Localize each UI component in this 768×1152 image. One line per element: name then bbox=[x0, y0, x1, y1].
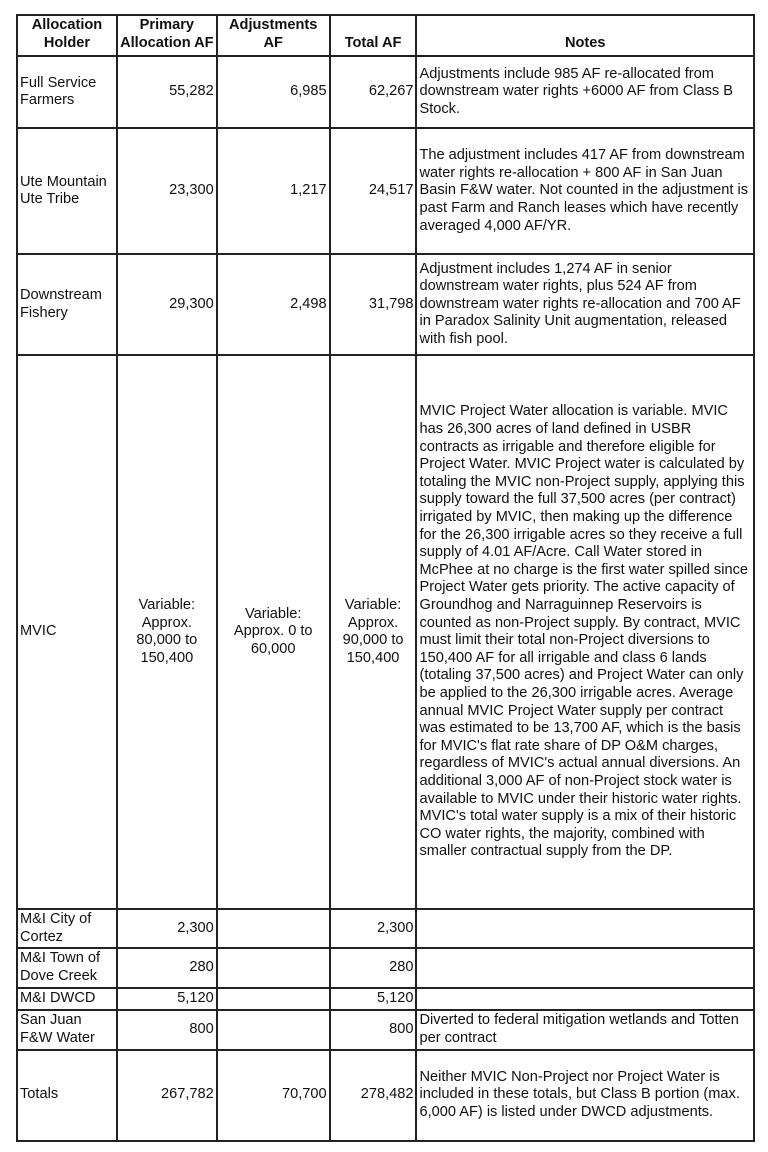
cell-primary: 5,120 bbox=[117, 988, 217, 1010]
cell-holder: Ute Mountain Ute Tribe bbox=[17, 128, 117, 254]
cell-notes: MVIC Project Water allocation is variable. MVIC has 26,300 acres of land defined in USBR contracts as irrigable and therefore eligible for Project Water. MVIC Project water is calculated by totaling the MVIC non-Project supply, applying this supply toward the full 37,500 acres (per contract) irrigated by MVIC, then making up the difference for the 26,300 irrigable acres so they receive a full supply of 4.01 AF/Acre. Call Water stored in McPhee at no charge is the first water spilled since Project Water gets priority. The active capacity of Groundhog and Narraguinnep Reservoirs is counted as non-Project supply. By contract, MVIC must limit their total non-Project diversions to 150,400 AF for all irrigable and class 6 lands (totaling 37,500 acres) and Project Water can only be applied to the 26,300 irrigable acres. Average annual MVIC Project Water supply per contract was estimated to be 13,700 AF, which is the basis for MVIC's flat rate share of DP O&M charges, regardless of MVIC's actual annual diversions. An additional 3,000 AF of non-Project stock water is available to MVIC under their historic water rights. MVIC's total water supply is a mix of their historic CO water rights, the majority, combined with smaller contractual supply from the DP. bbox=[416, 355, 754, 909]
cell-adjustments: 1,217 bbox=[217, 128, 330, 254]
cell-primary: 23,300 bbox=[117, 128, 217, 254]
cell-total: 31,798 bbox=[330, 254, 417, 355]
totals-row bbox=[17, 1050, 754, 1141]
cell-holder: Full Service Farmers bbox=[17, 56, 117, 128]
cell-adjustments bbox=[217, 909, 330, 948]
cell-notes bbox=[416, 988, 754, 1010]
cell-notes: Diverted to federal mitigation wetlands and Totten per contract bbox=[416, 1010, 754, 1050]
cell-holder: Downstream Fishery bbox=[17, 254, 117, 355]
cell-primary: 800 bbox=[117, 1010, 217, 1050]
header-allocation-holder: Allocation Holder bbox=[17, 15, 117, 56]
cell-adjustments bbox=[217, 948, 330, 987]
cell-notes: The adjustment includes 417 AF from downstream water rights re-allocation + 800 AF in San Juan Basin F&W water. Not counted in the adjustment is past Farm and Ranch leases which have recently averaged 4,000 AF/YR. bbox=[416, 128, 754, 254]
cell-total: Variable: Approx. 90,000 to 150,400 bbox=[330, 355, 417, 909]
table-row bbox=[17, 1010, 754, 1050]
table-row bbox=[17, 909, 754, 948]
header-notes: Notes bbox=[416, 15, 754, 56]
cell-holder: MVIC bbox=[17, 355, 117, 909]
cell-primary: 2,300 bbox=[117, 909, 217, 948]
table-row bbox=[17, 948, 754, 987]
cell-total: 24,517 bbox=[330, 128, 417, 254]
table-row bbox=[17, 988, 754, 1010]
table-row bbox=[17, 128, 754, 254]
cell-primary: 280 bbox=[117, 948, 217, 987]
water-allocation-table bbox=[16, 14, 755, 1142]
cell-notes: Neither MVIC Non-Project nor Project Water is included in these totals, but Class B portion (max. 6,000 AF) is listed under DWCD adjustments. bbox=[416, 1050, 754, 1141]
table-row bbox=[17, 355, 754, 909]
cell-adjustments: Variable: Approx. 0 to 60,000 bbox=[217, 355, 330, 909]
cell-adjustments: 70,700 bbox=[217, 1050, 330, 1141]
cell-total: 62,267 bbox=[330, 56, 417, 128]
cell-adjustments bbox=[217, 1010, 330, 1050]
cell-holder: M&I Town of Dove Creek bbox=[17, 948, 117, 987]
cell-primary: 267,782 bbox=[117, 1050, 217, 1141]
cell-holder: M&I City of Cortez bbox=[17, 909, 117, 948]
header-adjustments: Adjustments AF bbox=[217, 15, 330, 56]
table-row bbox=[17, 254, 754, 355]
table-row bbox=[17, 56, 754, 128]
cell-holder: M&I DWCD bbox=[17, 988, 117, 1010]
header-row bbox=[17, 15, 754, 56]
cell-total: 5,120 bbox=[330, 988, 417, 1010]
cell-total: 278,482 bbox=[330, 1050, 417, 1141]
cell-adjustments: 6,985 bbox=[217, 56, 330, 128]
cell-notes: Adjustments include 985 AF re-allocated from downstream water rights +6000 AF from Class B Stock. bbox=[416, 56, 754, 128]
cell-primary: Variable: Approx. 80,000 to 150,400 bbox=[117, 355, 217, 909]
cell-adjustments bbox=[217, 988, 330, 1010]
cell-notes bbox=[416, 909, 754, 948]
cell-notes bbox=[416, 948, 754, 987]
cell-adjustments: 2,498 bbox=[217, 254, 330, 355]
header-total: Total AF bbox=[330, 15, 417, 56]
cell-total: 800 bbox=[330, 1010, 417, 1050]
cell-notes: Adjustment includes 1,274 AF in senior downstream water rights, plus 524 AF from downstream water rights re-allocation and 700 AF in Paradox Salinity Unit augmentation, released with fish pool. bbox=[416, 254, 754, 355]
cell-total: 2,300 bbox=[330, 909, 417, 948]
cell-primary: 55,282 bbox=[117, 56, 217, 128]
cell-holder: San Juan F&W Water bbox=[17, 1010, 117, 1050]
cell-primary: 29,300 bbox=[117, 254, 217, 355]
header-primary-allocation: Primary Allocation AF bbox=[117, 15, 217, 56]
cell-holder: Totals bbox=[17, 1050, 117, 1141]
cell-total: 280 bbox=[330, 948, 417, 987]
